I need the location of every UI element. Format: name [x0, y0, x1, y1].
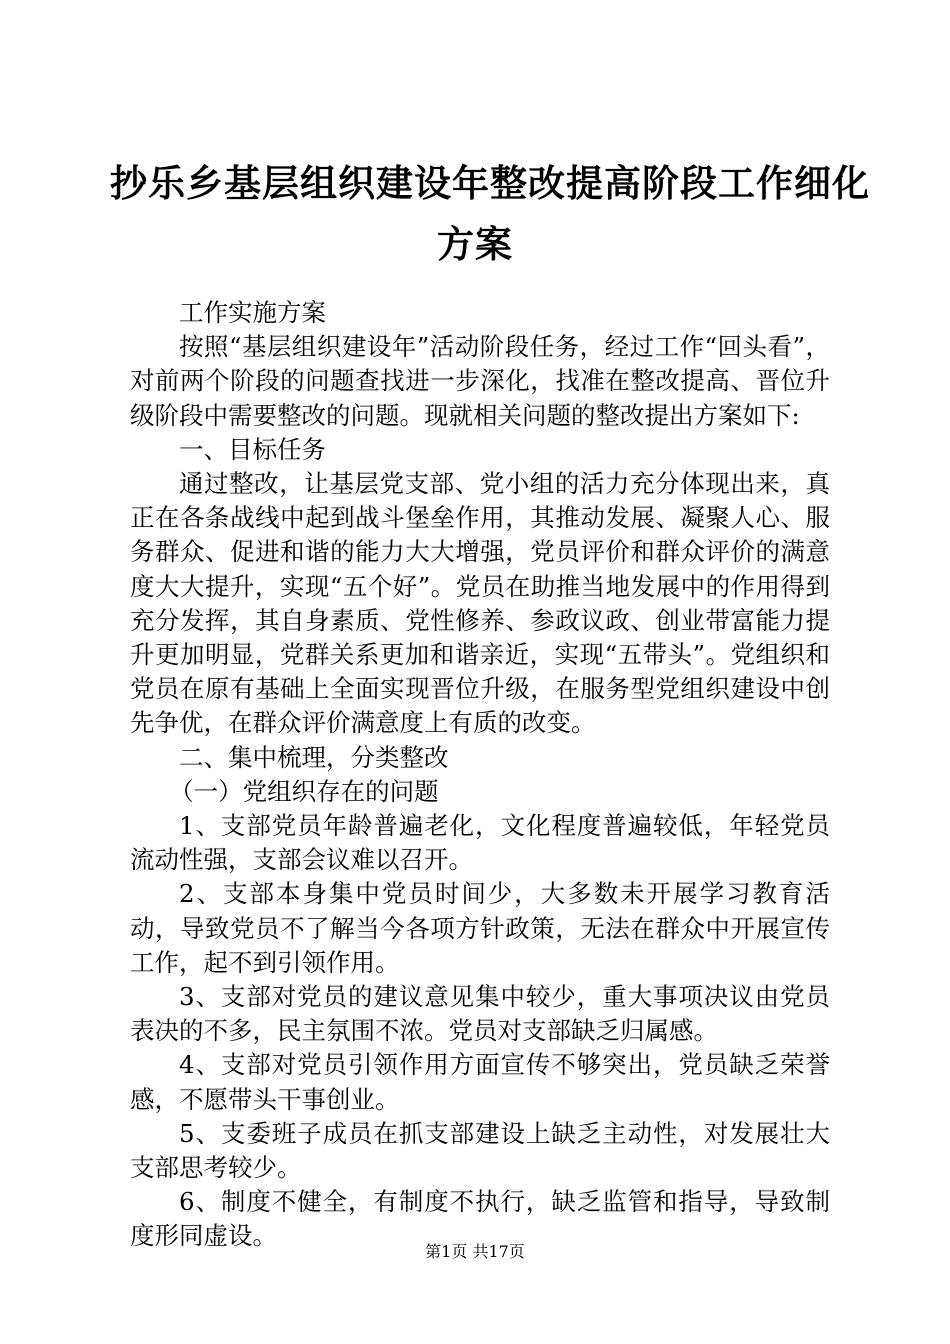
subsection-heading-problems: （一）党组织存在的问题: [169, 776, 439, 806]
document-title-line-2: 方案: [437, 222, 513, 266]
page-number-footer: 第1页 共17页: [425, 1242, 525, 1261]
list-item-problem-6: 6、制度不健全，有制度不执行，缺乏监管和指导，导致制度形同虚设。: [130, 1187, 830, 1251]
section-heading-rectification: 二、集中梳理，分类整改: [179, 742, 449, 772]
list-item-problem-5: 5、支委班子成员在抓支部建设上缺乏主动性，对发展壮大支部思考较少。: [130, 1118, 830, 1183]
paragraph-plan-label: 工作实施方案: [179, 298, 326, 327]
list-item-problem-2: 2、支部本身集中党员时间少，大多数未开展学习教育活动，导致党员不了解当今各项方针政策，无法在群众中开展宣传工作，起不到引领作用。: [130, 879, 830, 977]
list-item-problem-1: 1、支部党员年龄普遍老化，文化程度普遍较低，年轻党员流动性强，支部会议难以召开。: [130, 811, 830, 875]
list-item-problem-4: 4、支部对党员引领作用方面宣传不够突出，党员缺乏荣誉感，不愿带头干事创业。: [130, 1050, 830, 1114]
document-title-line-1: 抄乐乡基层组织建设年整改提高阶段工作细化: [110, 161, 870, 205]
paragraph-intro: 按照“基层组织建设年”活动阶段任务，经过工作“回头看”，对前两个阶段的问题查找进一步深化，找准在整改提高、晋位升级阶段中需要整改的问题。现就相关问题的整改提出方案如下:: [130, 332, 830, 430]
list-item-problem-3: 3、支部对党员的建议意见集中较少，重大事项决议由党员表决的不多，民主氛围不浓。党员对支部缺乏归属感。: [130, 982, 830, 1046]
section-heading-goals: 一、目标任务: [179, 434, 326, 464]
document-body: [130, 296, 830, 1254]
paragraph-goals: 通过整改，让基层党支部、党小组的活力充分体现出来，真正在各条战线中起到战斗堡垒作用，其推动发展、凝聚人心、服务群众、促进和谐的能力大大增强，党员评价和群众评价的满意度大大提升，实现“五个好”。党员在助推当地发展中的作用得到充分发挥，其自身素质、党性修养、参政议政、创业带富能力提升更加明显，党群关系更加和谐亲近，实现“五带头”。党组织和党员在原有基础上全面实现晋位升级，在服务型党组织建设中创先争优，在群众评价满意度上有质的改变。: [130, 469, 830, 738]
